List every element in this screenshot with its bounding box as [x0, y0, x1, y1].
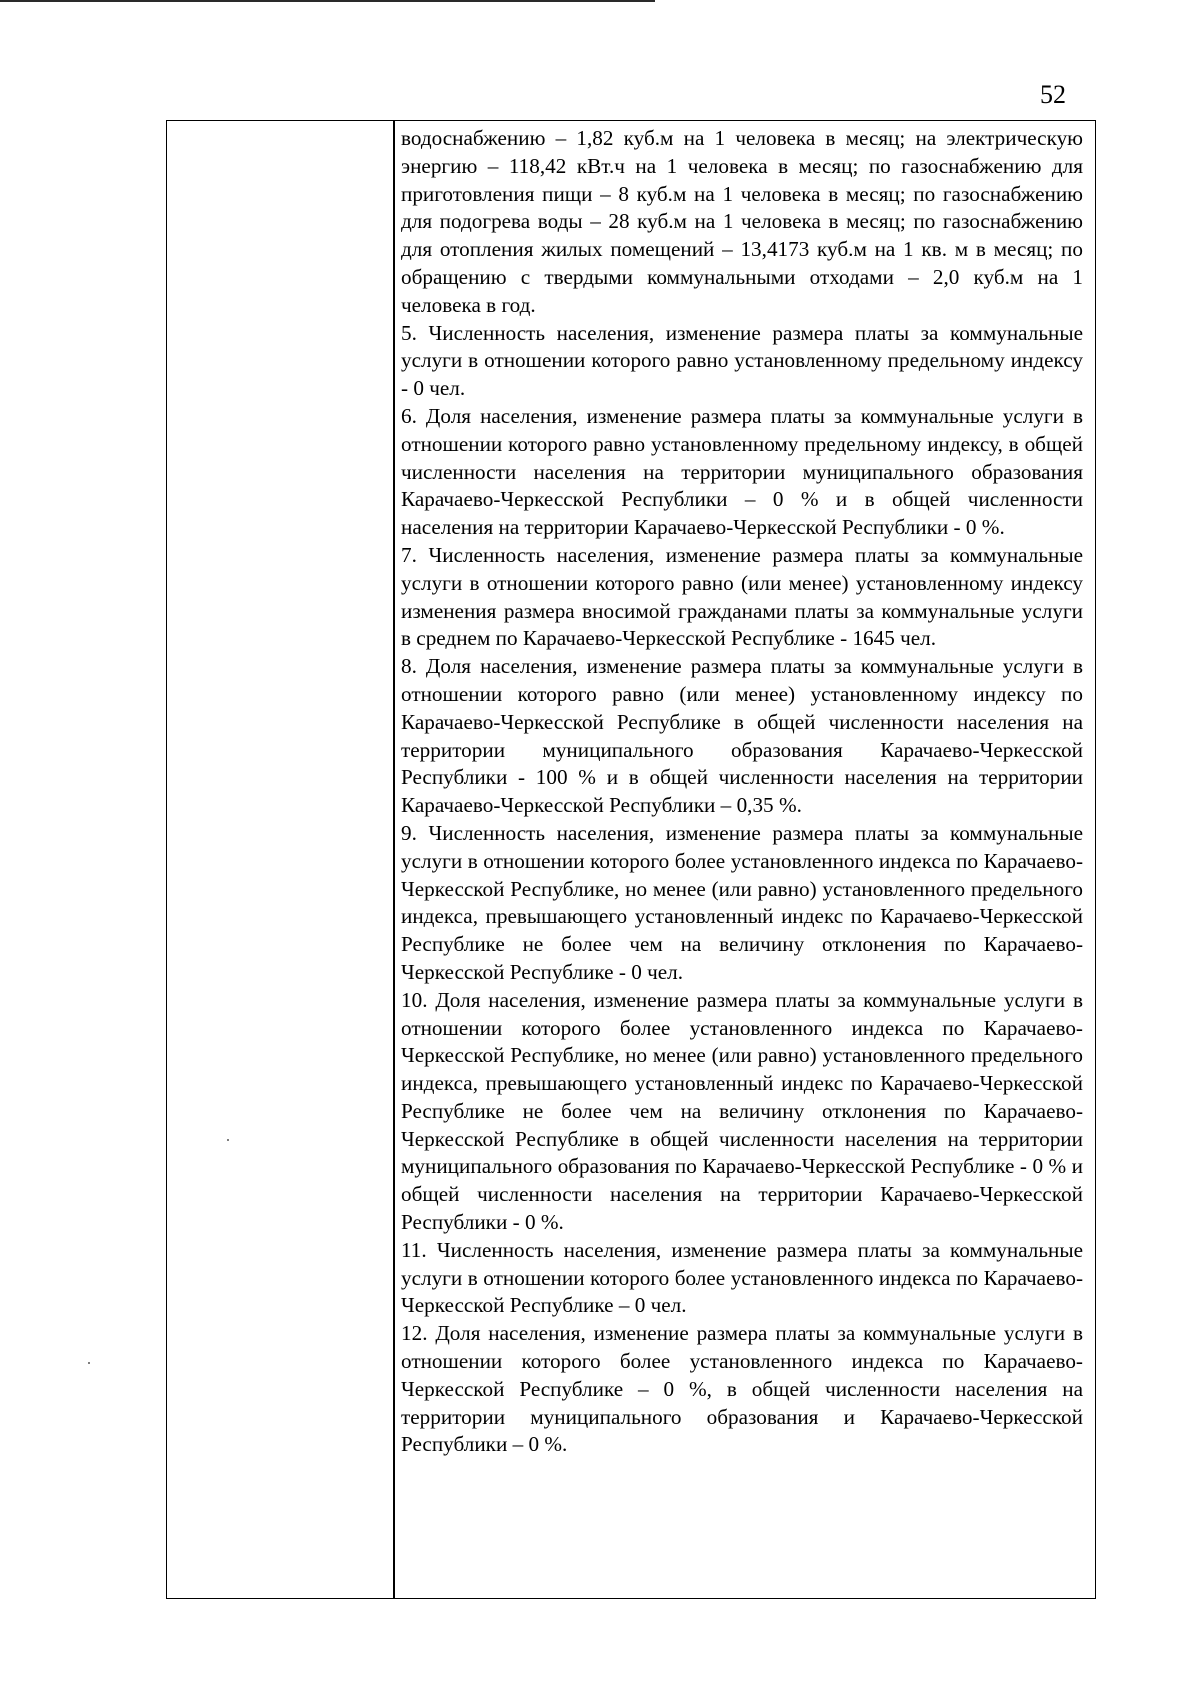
table-column-divider: [393, 120, 395, 1599]
paragraph-item-10: 10. Доля населения, изменение размера платы за коммунальные услуги в отношении которого более установленного индекса по Карачаево-Черкесской Республике, но менее (или равно) установленного предельного индекса, превышающего установленный индекс по Карачаево-Черкесской Республике не более чем на величину отклонения по Карачаево-Черкесской Республике в общей численности населения на территории муниципального образования по Карачаево-Черкесской Республике - 0 % и общей численности населения на территории Карачаево-Черкесской Республики - 0 %.: [401, 987, 1083, 1235]
paragraph-item-11: 11. Численность населения, изменение размера платы за коммунальные услуги в отношении которого более установленного индекса по Карачаево-Черкесской Республике – 0 чел.: [401, 1237, 1083, 1318]
paragraph-item-7: 7. Численность населения, изменение размера платы за коммунальные услуги в отношении которого равно (или менее) установленному индексу изменения размера вносимой гражданами платы за коммунальные услуги в среднем по Карачаево-Черкесской Республике - 1645 чел.: [401, 542, 1083, 651]
scan-speck: [227, 1139, 229, 1141]
paragraph-item-9: 9. Численность населения, изменение размера платы за коммунальные услуги в отношении которого более установленного индекса по Карачаево-Черкесской Республике, но менее (или равно) установленного предельного индекса, превышающего установленный индекс по Карачаево-Черкесской Республике не более чем на величину отклонения по Карачаево-Черкесской Республике - 0 чел.: [401, 820, 1083, 984]
paragraph-item-8: 8. Доля населения, изменение размера платы за коммунальные услуги в отношении которого равно (или менее) установленному индексу по Карачаево-Черкесской Республике в общей численности населения на территории муниципального образования Карачаево-Черкесской Республики - 100 % и в общей численности населения на территории Карачаево-Черкесской Республики – 0,35 %.: [401, 654, 1083, 818]
scan-speck: [88, 1362, 90, 1364]
paragraph-item-6: 6. Доля населения, изменение размера платы за коммунальные услуги в отношении которого равно установленному предельному индексу, в общей численности населения на территории муниципального образования Карачаево-Черкесской Республики – 0 % и в общей численности населения на территории Карачаево-Черкесской Республики - 0 %.: [401, 403, 1083, 540]
paragraph-item-5: 5. Численность населения, изменение размера платы за коммунальные услуги в отношении которого равно установленному предельному индексу - 0 чел.: [401, 320, 1083, 401]
page-number: 52: [1040, 80, 1066, 109]
scan-edge-line: [0, 0, 655, 2]
paragraph-continuation: водоснабжению – 1,82 куб.м на 1 человека в месяц; на электрическую энергию – 118,42 кВт.ч на 1 человека в месяц; по газоснабжению для приготовления пищи – 8 куб.м на 1 человека в месяц; по газоснабжению для подогрева воды – 28 куб.м на 1 человека в месяц; по газоснабжению для отопления жилых помещений – 13,4173 куб.м на 1 кв. м в месяц; по обращению с твердыми коммунальными отходами – 2,0 куб.м на 1 человека в год.: [401, 126, 1083, 317]
table-text-cell: [401, 125, 1083, 1459]
paragraph-item-12: 12. Доля населения, изменение размера платы за коммунальные услуги в отношении которого более установленного индекса по Карачаево-Черкесской Республике – 0 %, в общей численности населения на территории муниципального образования и Карачаево-Черкесской Республики – 0 %.: [401, 1321, 1083, 1457]
